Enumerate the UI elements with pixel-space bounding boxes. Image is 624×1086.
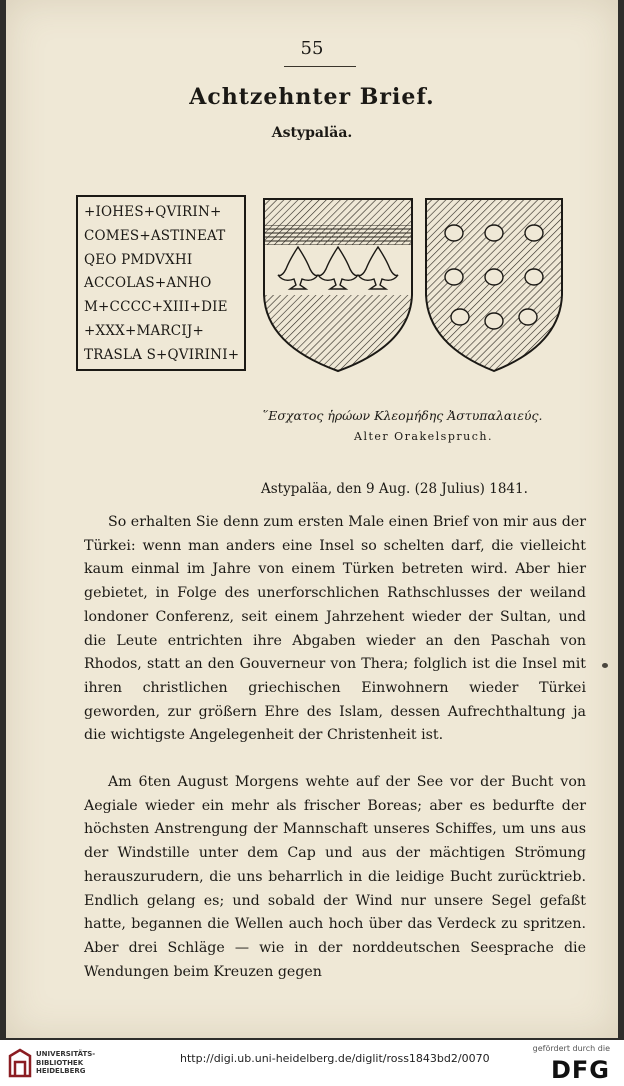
dfg-logo: DFG xyxy=(550,1056,610,1084)
motto-greek: ῞Εσχατος ἡρώων Κλεομήδης Ἀστυπαλαιεύς. xyxy=(262,408,543,423)
inscription-line: +XXX+MARCIJ+ xyxy=(84,322,204,339)
university-library-name: UNIVERSITÄTS- BIBLIOTHEK HEIDELBERG xyxy=(36,1050,96,1075)
bezants-shield xyxy=(422,195,566,373)
viewer-footer xyxy=(0,1040,624,1086)
place-title: Astypaläa. xyxy=(271,125,353,141)
permalink-url[interactable]: http://digi.ub.uni-heidelberg.de/diglit/ross1843bd2/0070 xyxy=(180,1052,490,1065)
book-page xyxy=(6,0,618,1038)
inscription-line: ACCOLAS+ANHO xyxy=(84,275,212,292)
inscription-line: COMES+ASTINEAT xyxy=(84,227,226,244)
letter-title: Achtzehnter Brief. xyxy=(189,84,435,110)
dateline: Astypaläa, den 9 Aug. (28 Julius) 1841. xyxy=(261,481,528,497)
inscription-tablet xyxy=(76,195,246,371)
fleur-de-lis-shield xyxy=(260,195,416,373)
page-number-rule xyxy=(284,66,356,67)
page-number: 55 xyxy=(300,38,324,59)
margin-ink-mark xyxy=(602,663,608,668)
funded-by-label: gefördert durch die xyxy=(532,1044,610,1053)
inscription-line: QEO PMDVXHI xyxy=(84,251,193,268)
inscription-line: TRASLA S+QVIRINI+ xyxy=(84,346,240,363)
body-paragraph: So erhalten Sie denn zum ersten Male einen Brief von mir aus der Türkei: wenn man anders eine Insel so schelten darf, die vielleicht kaum einmal im Jahre von einem Türken betreten wird. Aber hier gebietet, in Folge des unerforschlichen Rathschlusses der weiland londoner Conferenz, seit einem Jahrzehent wieder der Sultan, und die Leute entrichten ihre Abgaben wieder an den Paschah von Rhodos, statt an den Gouverneur von Thera; folglich ist die Insel mit ihren christlichen griechischen Einwohnern wieder Türkei geworden, zur größern Ehre des Islam, dessen Aufrechthaltung ja die wichtigste Angelegenheit der Christenheit ist. xyxy=(84,514,586,744)
inscription-line: M+CCCC+XIII+DIE xyxy=(84,299,228,316)
inscription-line: +IOHES+QVIRIN+ xyxy=(84,204,222,220)
university-library-logo-icon xyxy=(6,1046,34,1080)
motto-source: Alter Orakelspruch. xyxy=(354,430,493,443)
heraldic-figure xyxy=(76,195,566,375)
body-paragraph: Am 6ten August Morgens wehte auf der See vor der Bucht von Aegiale wieder ein mehr als frischer Boreas; aber es bedurfte der höchsten Anstrengung der Mannschaft unseres Schiffes, um uns aus der Windstille unter dem Cap und aus der mächtigen Strömung herauszurudern, die uns beharrlich in die leidige Bucht zurücktrieb. Endlich gelang es; und sobald der Wind nur unsere Segel gefaßt hatte, begannen die Wellen auch hoch über das Verdeck zu spritzen. Aber drei Schläge — wie in der norddeutschen Seesprache die Wendungen beim Kreuzen gegen xyxy=(84,774,586,980)
